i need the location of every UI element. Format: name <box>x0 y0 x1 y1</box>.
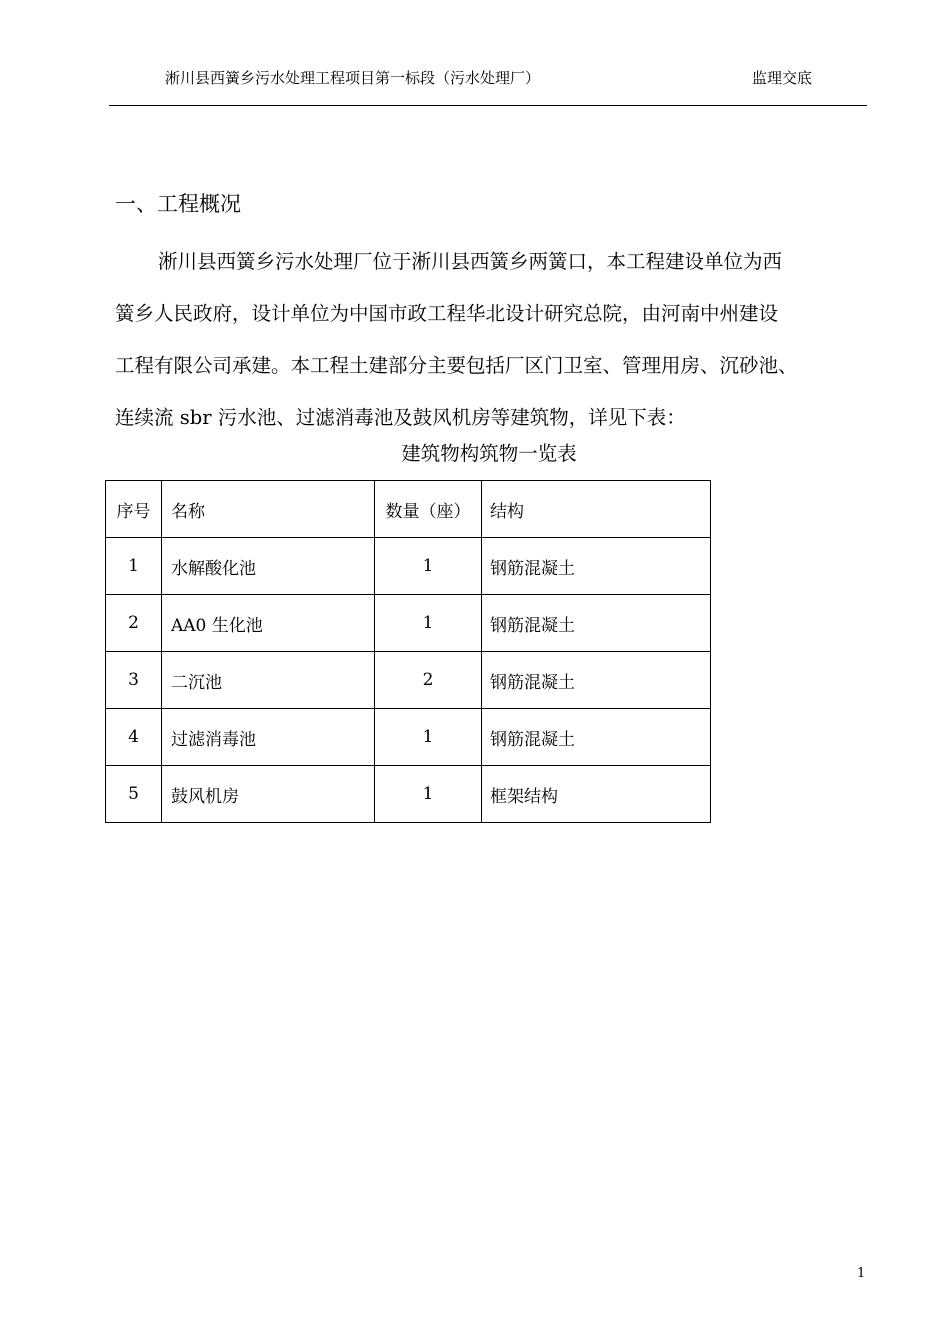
table-row <box>106 538 711 595</box>
header-doc-type: 监理交底 <box>752 69 813 87</box>
paragraph-line: 淅川县西簧乡污水处理厂位于淅川县西簧乡两簧口，本工程建设单位为西 <box>158 250 783 273</box>
cell-name: 水解酸化池 <box>162 538 375 595</box>
table-row <box>106 709 711 766</box>
header-cell-structure: 结构 <box>482 481 711 538</box>
table-caption: 建筑物构筑物一览表 <box>401 442 577 465</box>
cell-name: 鼓风机房 <box>162 766 375 823</box>
header-divider <box>109 105 867 106</box>
cell-quantity: 1 <box>375 709 482 766</box>
cell-name: 过滤消毒池 <box>162 709 375 766</box>
table-row <box>106 595 711 652</box>
cell-index: 5 <box>106 766 162 823</box>
header-cell-index: 序号 <box>106 481 162 538</box>
cell-structure: 框架结构 <box>482 766 711 823</box>
paragraph-line: 连续流 sbr 污水池、过滤消毒池及鼓风机房等建筑物，详见下表： <box>115 406 686 429</box>
cell-name: AA0 生化池 <box>162 595 375 652</box>
table-row <box>106 766 711 823</box>
cell-structure: 钢筋混凝土 <box>482 595 711 652</box>
header-cell-name: 名称 <box>162 481 375 538</box>
cell-quantity: 2 <box>375 652 482 709</box>
cell-quantity: 1 <box>375 538 482 595</box>
cell-index: 3 <box>106 652 162 709</box>
cell-quantity: 1 <box>375 595 482 652</box>
header-cell-quantity: 数量（座） <box>375 481 482 538</box>
paragraph-line: 工程有限公司承建。本工程土建部分主要包括厂区门卫室、管理用房、沉砂池、 <box>115 354 798 377</box>
table-header-row <box>106 481 711 538</box>
buildings-table <box>105 480 711 823</box>
cell-name: 二沉池 <box>162 652 375 709</box>
cell-index: 4 <box>106 709 162 766</box>
cell-quantity: 1 <box>375 766 482 823</box>
cell-structure: 钢筋混凝土 <box>482 652 711 709</box>
cell-structure: 钢筋混凝土 <box>482 538 711 595</box>
cell-index: 2 <box>106 595 162 652</box>
cell-structure: 钢筋混凝土 <box>482 709 711 766</box>
page-number: 1 <box>857 1266 866 1281</box>
cell-index: 1 <box>106 538 162 595</box>
section-heading: 一、工程概况 <box>115 192 241 216</box>
paragraph-line: 簧乡人民政府，设计单位为中国市政工程华北设计研究总院，由河南中州建设 <box>115 302 779 325</box>
overview-paragraph <box>115 236 865 444</box>
header-title: 淅川县西簧乡污水处理工程项目第一标段（污水处理厂） <box>165 69 541 87</box>
table-row <box>106 652 711 709</box>
